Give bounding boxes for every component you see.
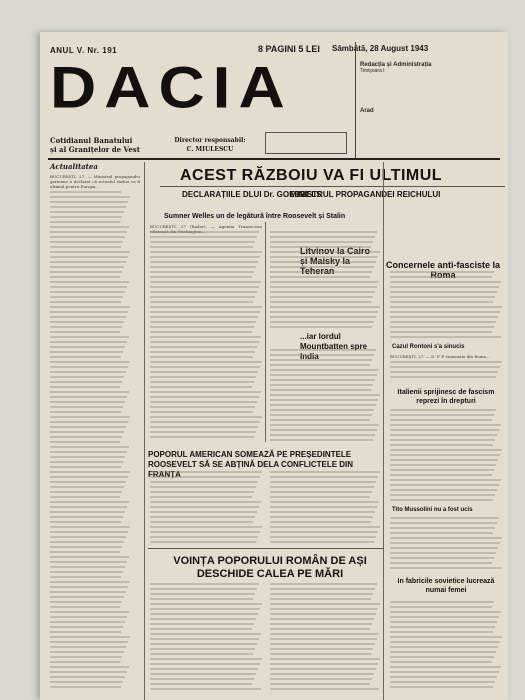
newspaper-title: DACIA [50, 54, 293, 121]
info-box-title: Redacția și Administrația [360, 62, 432, 68]
headline-tito: Tito Mussolini nu a fost ucis [392, 507, 473, 513]
headline-rontoni: Cazul Rontoni s'a sinucis [392, 344, 465, 350]
section-rule [148, 548, 384, 549]
masthead-notice-box [265, 132, 347, 154]
article-mid-column: BUCUREȘTI, 27 (Rador). — Agenția Transocean relatează din Washington... [150, 224, 262, 234]
masthead-rule [48, 158, 500, 160]
headline-welles: Sumner Welles un de legătură între Roosevelt și Stalin [164, 213, 346, 220]
newspaper-subtitle [50, 136, 140, 154]
section-label: Actualitatea [50, 162, 98, 171]
column-divider [144, 162, 145, 700]
info-box-city-2: Arad [360, 108, 374, 114]
headline-american-people: POPORUL AMERICAN SOMEAZĂ PE PREȘEDINTELE ROOSEVELT SĂ SE ABȚINĂ DELA CONFLICTELE DIN FRANȚA [148, 450, 354, 479]
headline-italians: Italienii sprijinesc de fascism reprezi în drepturi [397, 389, 495, 405]
headline-romanian-will: VOINȚA POPORULUI ROMÂN DE AȘI DESCHIDE CALEA PE MĂRI [173, 555, 367, 580]
column-divider [383, 162, 384, 700]
article-left-column: BUCUREȘTI, 27. — Ministrul propagandei germane a declarat că actualul război va fi ultimul pentru Europa... [50, 174, 140, 189]
headline-mountbatten: ...iar lordul Mountbatten spre India [300, 332, 368, 361]
issue-date: Sâmbătă, 28 August 1943 [332, 44, 429, 53]
column-divider [265, 222, 266, 442]
director-label: Director responsabil: [174, 137, 246, 144]
info-box-city: Timișoara I [360, 68, 385, 74]
pages-price: 8 PAGINI 5 LEI [258, 44, 320, 54]
newspaper-page [40, 32, 508, 700]
issue-number: ANUL V. Nr. 191 [50, 46, 118, 55]
headline-soviet-factories: In fabricile sovietice lucrează numai femei [397, 578, 495, 594]
director-block [160, 136, 260, 154]
masthead-info-box [355, 42, 503, 160]
article-right-column: BUCUREȘTI, 27. — D. F. P. transmite din Roma... [390, 354, 490, 359]
subtitle-line-1: Cotidianul Banatului [50, 136, 133, 145]
headline-litvinov: Litvinov la Cairo și Maisky la Teheran [300, 246, 371, 276]
main-headline: ACEST RĂZBOIU VA FI ULTIMUL [180, 167, 443, 184]
headline-rule [160, 186, 505, 187]
subtitle-line-2: și al Granițelor de Vest [50, 145, 140, 154]
subheadline-1: DECLARAȚIILE DLUI Dr. GOEBBELS [182, 190, 322, 199]
headline-rome: Concernele anti-fasciste la Roma [385, 260, 501, 280]
subheadline-2: MINISTRUL PROPAGANDEI REICHULUI [290, 190, 441, 199]
director-name: C. MIULESCU [186, 146, 234, 153]
